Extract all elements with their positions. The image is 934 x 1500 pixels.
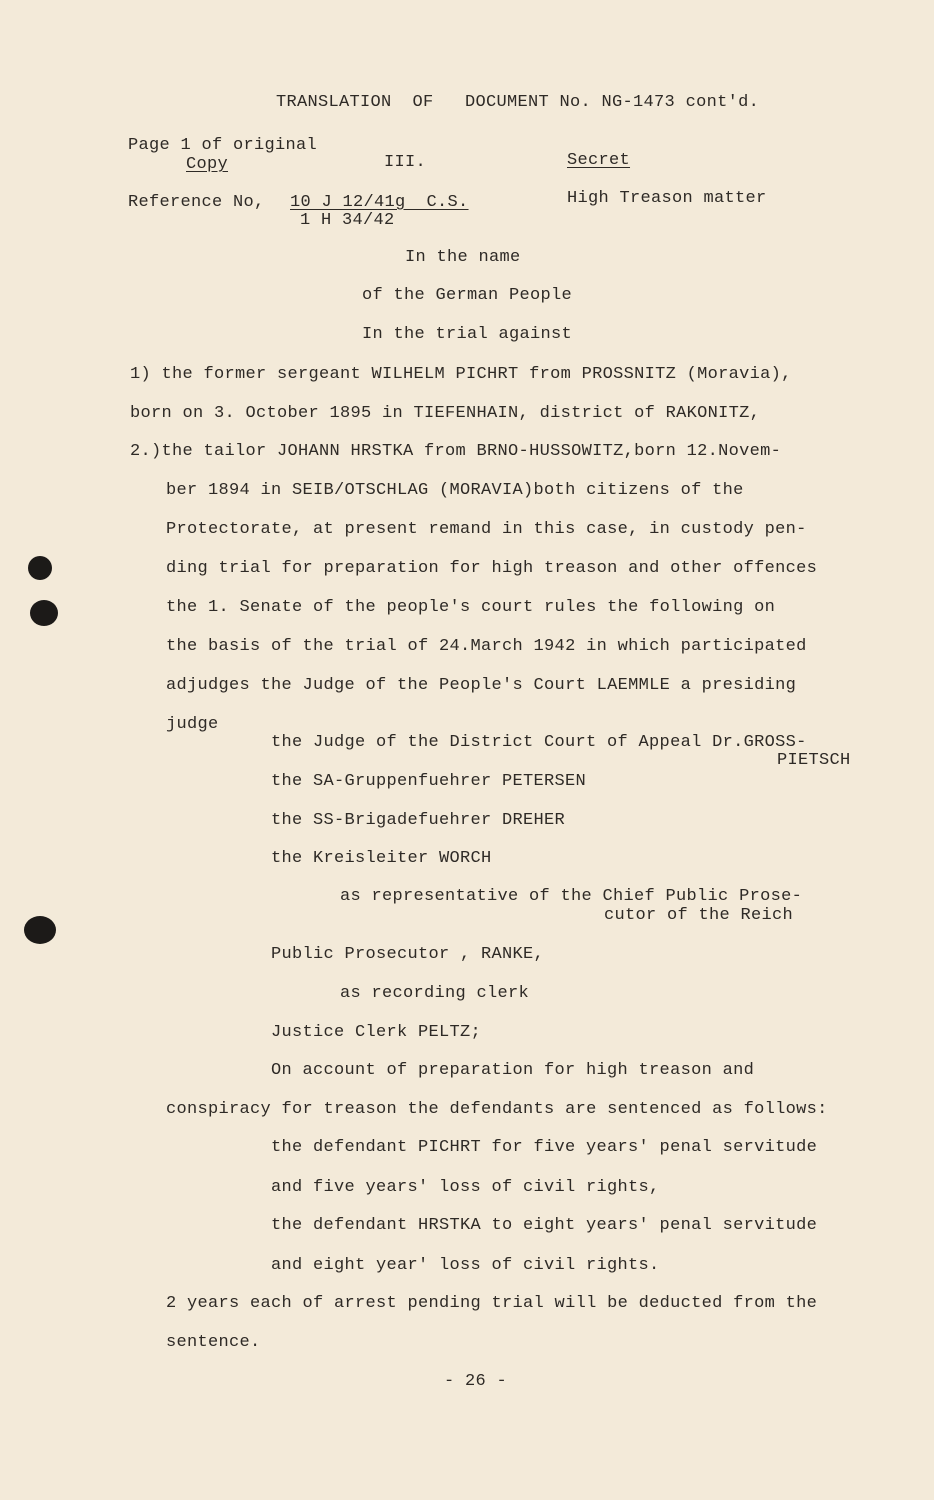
punch-hole (24, 916, 56, 944)
prosecutor-line: Public Prosecutor , RANKE, (271, 945, 545, 964)
body-line: born on 3. October 1895 in TIEFENHAIN, district of RAKONITZ, (130, 404, 761, 423)
section-number: III. (384, 153, 427, 172)
heading-line: In the trial against (362, 325, 573, 344)
body-line: the basis of the trial of 24.March 1942 in which participated (166, 637, 807, 656)
heading-line: In the name (405, 248, 521, 267)
body-line: 1) the former sergeant WILHELM PICHRT from PROSSNITZ (Moravia), (130, 365, 792, 384)
punch-hole (28, 556, 52, 580)
sentence-line: On account of preparation for high treason and (271, 1061, 755, 1080)
judge-line: the SA-Gruppenfuehrer PETERSEN (271, 772, 587, 791)
body-line: ber 1894 in SEIB/OTSCHLAG (MORAVIA)both citizens of the (166, 481, 744, 500)
body-line: the 1. Senate of the people's court rules the following on (166, 598, 776, 617)
reference-number: 10 J 12/41g C.S. (290, 193, 469, 212)
reference-number-secondary: 1 H 34/42 (300, 211, 395, 230)
judge-line: PIETSCH (777, 751, 851, 770)
sentence-line: the defendant HRSTKA to eight years' penal servitude (271, 1216, 818, 1235)
body-line: adjudges the Judge of the People's Court LAEMMLE a presiding (166, 676, 797, 695)
body-line: 2.)the tailor JOHANN HRSTKA from BRNO-HUSSOWITZ,born 12.Novem- (130, 442, 782, 461)
judge-line: the Kreisleiter WORCH (271, 849, 492, 868)
representative-line: as representative of the Chief Public Prose- (340, 887, 803, 906)
body-line: judge (166, 715, 219, 734)
copy-label: Copy (186, 155, 229, 174)
sentence-line: the defendant PICHRT for five years' penal servitude (271, 1138, 818, 1157)
page-reference: Page 1 of original (128, 136, 318, 155)
page-number: - 26 - (444, 1372, 508, 1391)
sentence-line: conspiracy for treason the defendants are sentenced as follows: (166, 1100, 828, 1119)
sentence-line: and eight year' loss of civil rights. (271, 1256, 660, 1275)
reference-label: Reference No, (128, 193, 265, 212)
matter-label: High Treason matter (567, 189, 767, 208)
judge-line: the SS-Brigadefuehrer DREHER (271, 811, 566, 830)
clerk-role-line: as recording clerk (340, 984, 530, 1003)
representative-line: cutor of the Reich (604, 906, 794, 925)
document-title: TRANSLATION OF DOCUMENT No. NG-1473 cont'd. (276, 93, 760, 112)
sentence-line: sentence. (166, 1333, 261, 1352)
sentence-line: 2 years each of arrest pending trial will be deducted from the (166, 1294, 818, 1313)
judge-line: the Judge of the District Court of Appeal Dr.GROSS- (271, 733, 807, 752)
punch-hole (30, 600, 58, 626)
body-line: ding trial for preparation for high treason and other offences (166, 559, 818, 578)
secret-label: Secret (567, 151, 631, 170)
body-line: Protectorate, at present remand in this case, in custody pen- (166, 520, 807, 539)
sentence-line: and five years' loss of civil rights, (271, 1178, 660, 1197)
heading-line: of the German People (362, 286, 573, 305)
clerk-line: Justice Clerk PELTZ; (271, 1023, 482, 1042)
